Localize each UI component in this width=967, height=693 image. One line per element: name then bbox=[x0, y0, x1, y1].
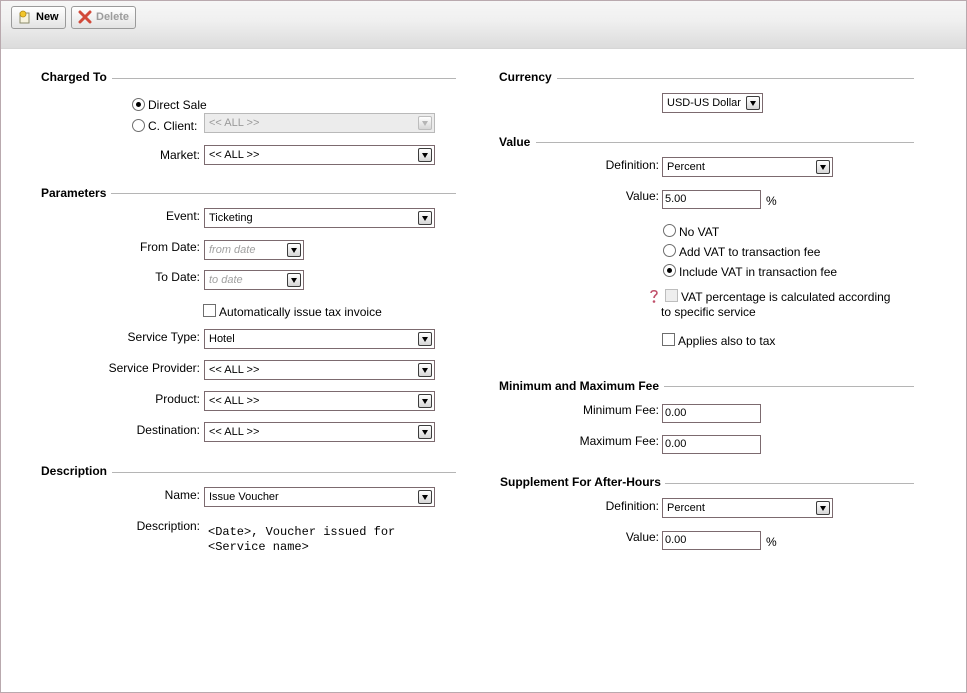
service-type-select[interactable] bbox=[204, 329, 435, 349]
client-select[interactable] bbox=[204, 113, 435, 133]
maximum-fee-input[interactable]: 0.00 bbox=[662, 435, 761, 454]
auto-tax-invoice-label: Automatically issue tax invoice bbox=[219, 305, 382, 319]
description-text-line2: <Service name> bbox=[208, 540, 309, 554]
vat-percentage-label-line1: VAT percentage is calculated according bbox=[681, 290, 891, 304]
supplement-definition-label: Definition: bbox=[605, 499, 659, 513]
toolbar bbox=[1, 1, 966, 49]
parameters-title: Parameters bbox=[41, 186, 107, 200]
name-label: Name: bbox=[164, 488, 200, 502]
delete-button-label: Delete bbox=[96, 11, 130, 23]
market-label: Market: bbox=[159, 148, 200, 162]
event-select[interactable] bbox=[204, 208, 435, 228]
chevron-down-icon bbox=[418, 363, 432, 377]
min-max-divider bbox=[664, 386, 914, 387]
description-text-line1: <Date>, Voucher issued for bbox=[208, 525, 396, 539]
supplement-definition-select-value: Percent bbox=[667, 502, 705, 514]
supplement-definition-select[interactable] bbox=[662, 498, 833, 518]
event-label: Event: bbox=[165, 209, 200, 223]
product-label: Product: bbox=[155, 392, 200, 406]
help-icon[interactable] bbox=[648, 288, 660, 304]
supplement-divider bbox=[665, 483, 914, 484]
vat-percentage-label-line2: to specific service bbox=[661, 305, 756, 319]
market-select[interactable] bbox=[204, 145, 435, 165]
chevron-down-icon bbox=[746, 96, 760, 110]
destination-select[interactable] bbox=[204, 422, 435, 442]
to-date-picker[interactable] bbox=[204, 270, 304, 290]
service-type-label: Service Type: bbox=[127, 330, 200, 344]
client-select-value: << ALL >> bbox=[209, 117, 260, 129]
currency-select-value: USD-US Dollar bbox=[667, 97, 741, 109]
description-divider bbox=[112, 472, 456, 473]
name-select[interactable] bbox=[204, 487, 435, 507]
value-input[interactable]: 5.00 bbox=[662, 190, 761, 209]
currency-select[interactable] bbox=[662, 93, 763, 113]
product-select-value: << ALL >> bbox=[209, 395, 260, 407]
chevron-down-icon bbox=[418, 490, 432, 504]
product-select[interactable] bbox=[204, 391, 435, 411]
chevron-down-icon bbox=[418, 425, 432, 439]
service-provider-select[interactable] bbox=[204, 360, 435, 380]
chevron-down-icon bbox=[418, 394, 432, 408]
supplement-value-input[interactable]: 0.00 bbox=[662, 531, 761, 550]
supplement-value-label: Value: bbox=[625, 530, 659, 544]
add-vat-radio[interactable] bbox=[663, 244, 676, 257]
no-vat-label: No VAT bbox=[679, 225, 720, 239]
chevron-down-icon bbox=[418, 148, 432, 162]
minimum-fee-label: Minimum Fee: bbox=[582, 403, 659, 417]
delete-icon bbox=[78, 10, 92, 24]
new-icon bbox=[18, 10, 32, 24]
parameters-divider bbox=[111, 193, 456, 194]
service-provider-select-value: << ALL >> bbox=[209, 364, 260, 376]
chevron-down-icon bbox=[418, 211, 432, 225]
min-max-title: Minimum and Maximum Fee bbox=[499, 379, 660, 393]
destination-label: Destination: bbox=[136, 423, 200, 437]
new-button[interactable] bbox=[11, 6, 66, 29]
value-definition-select[interactable] bbox=[662, 157, 833, 177]
service-type-select-value: Hotel bbox=[209, 333, 235, 345]
value-definition-label: Definition: bbox=[605, 158, 659, 172]
value-divider bbox=[536, 142, 914, 143]
direct-sale-radio[interactable] bbox=[132, 98, 145, 111]
include-vat-label: Include VAT in transaction fee bbox=[679, 265, 838, 279]
add-vat-label: Add VAT to transaction fee bbox=[679, 245, 821, 259]
value-title: Value bbox=[499, 135, 531, 149]
market-select-value: << ALL >> bbox=[209, 149, 260, 161]
value-value-label: Value: bbox=[625, 189, 659, 203]
supplement-percent-unit: % bbox=[766, 535, 777, 549]
client-radio[interactable] bbox=[132, 119, 145, 132]
supplement-title: Supplement For After-Hours bbox=[500, 475, 661, 489]
event-select-value: Ticketing bbox=[209, 212, 253, 224]
to-date-label: To Date: bbox=[155, 270, 200, 284]
applies-tax-checkbox[interactable] bbox=[662, 333, 675, 346]
value-definition-select-value: Percent bbox=[667, 161, 705, 173]
to-date-placeholder: to date bbox=[209, 274, 243, 286]
currency-title: Currency bbox=[499, 70, 552, 84]
chevron-down-icon bbox=[418, 332, 432, 346]
charged-to-divider bbox=[112, 78, 456, 79]
charged-to-title: Charged To bbox=[41, 70, 107, 84]
direct-sale-label: Direct Sale bbox=[148, 98, 207, 112]
applies-tax-label: Applies also to tax bbox=[678, 334, 776, 348]
description-label: Description: bbox=[136, 519, 200, 533]
from-date-picker[interactable] bbox=[204, 240, 304, 260]
currency-divider bbox=[557, 78, 914, 79]
vat-percentage-checkbox[interactable] bbox=[665, 289, 678, 302]
service-provider-label: Service Provider: bbox=[108, 361, 200, 375]
chevron-down-icon bbox=[816, 160, 830, 174]
client-label: C. Client: bbox=[148, 119, 198, 133]
value-percent-unit: % bbox=[766, 194, 777, 208]
chevron-down-icon bbox=[287, 243, 301, 257]
name-select-value: Issue Voucher bbox=[209, 491, 279, 503]
include-vat-radio[interactable] bbox=[663, 264, 676, 277]
from-date-label: From Date: bbox=[139, 240, 200, 254]
maximum-fee-label: Maximum Fee: bbox=[579, 434, 659, 448]
delete-button[interactable] bbox=[71, 6, 136, 29]
chevron-down-icon bbox=[418, 116, 432, 130]
from-date-placeholder: from date bbox=[209, 244, 256, 256]
chevron-down-icon bbox=[287, 273, 301, 287]
auto-tax-invoice-checkbox[interactable] bbox=[203, 304, 216, 317]
chevron-down-icon bbox=[816, 501, 830, 515]
description-title: Description bbox=[41, 464, 108, 478]
no-vat-radio[interactable] bbox=[663, 224, 676, 237]
destination-select-value: << ALL >> bbox=[209, 426, 260, 438]
minimum-fee-input[interactable]: 0.00 bbox=[662, 404, 761, 423]
new-button-label: New bbox=[36, 11, 59, 23]
